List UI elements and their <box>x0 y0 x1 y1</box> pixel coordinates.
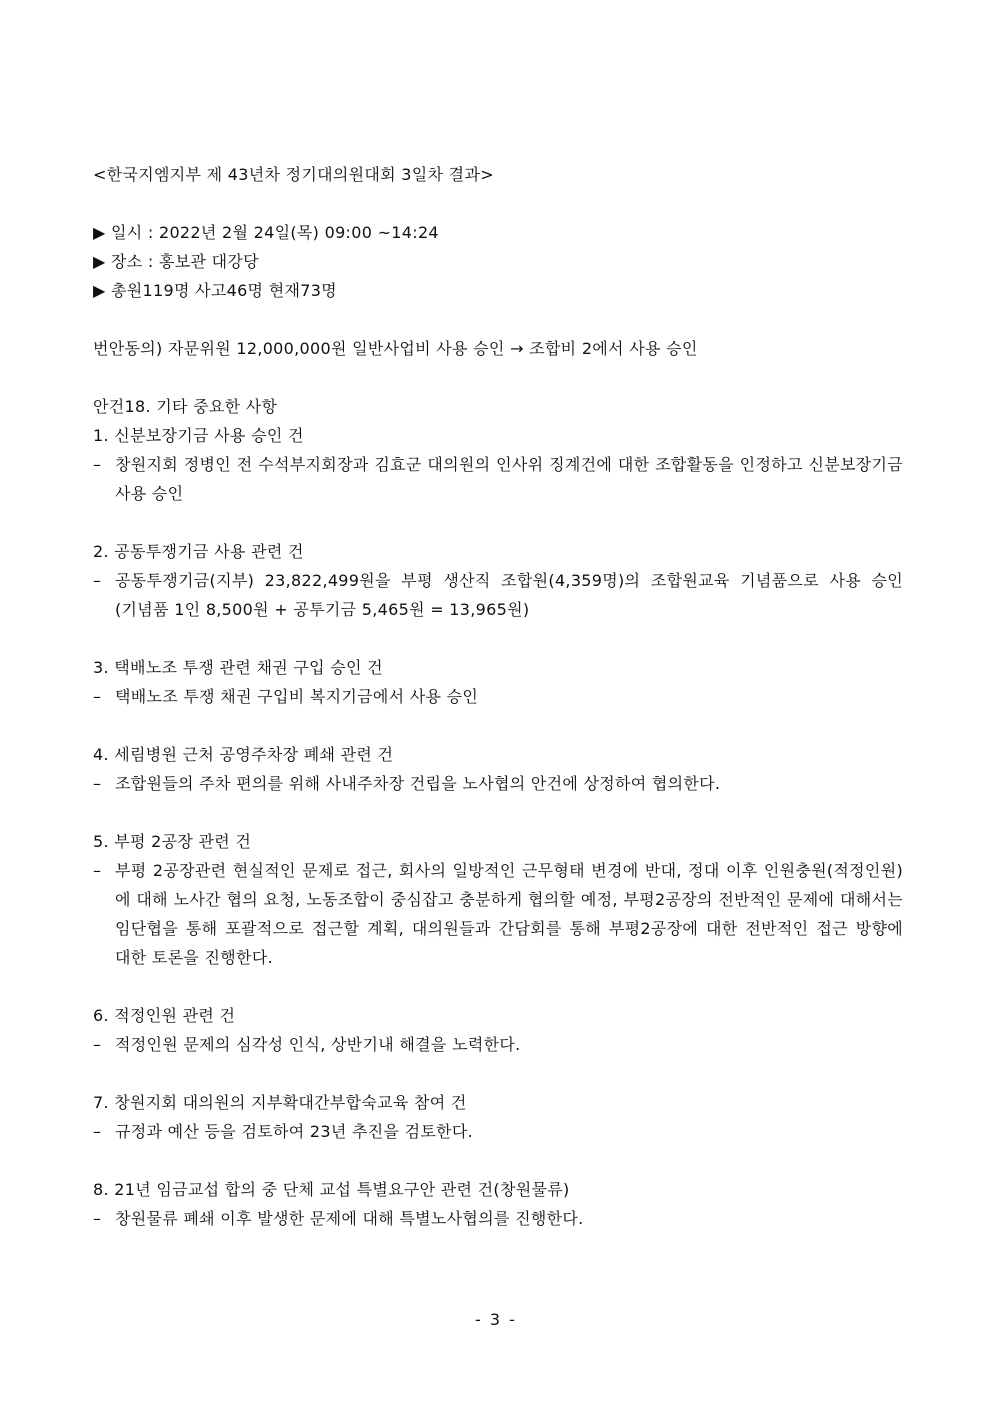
agenda-item-heading: 2. 공동투쟁기금 사용 관련 건 <box>93 542 304 561</box>
agenda-item-heading: 3. 택배노조 투쟁 관련 채권 구입 승인 건 <box>93 658 383 677</box>
agenda-item <box>93 827 903 972</box>
agenda-item <box>93 421 903 508</box>
info-attendance: ▶ 총원119명 사고46명 현재73명 <box>93 281 337 300</box>
agenda-item-body: 규정과 예산 등을 검토하여 23년 추진을 검토한다. <box>115 1122 474 1141</box>
dash-marker: – <box>93 571 102 590</box>
dash-marker: – <box>93 687 102 706</box>
agenda-item <box>93 653 903 711</box>
agenda-item <box>93 1001 903 1059</box>
agenda-item-body: 조합원들의 주차 편의를 위해 사내주차장 건립을 노사협의 안건에 상정하여 협의한다. <box>115 774 721 793</box>
agenda-item-heading: 4. 세림병원 근처 공영주차장 폐쇄 관련 건 <box>93 745 394 764</box>
agenda-item-body: 창원물류 폐쇄 이후 발생한 문제에 대해 특별노사협의를 진행한다. <box>115 1209 584 1228</box>
dash-marker: – <box>93 861 102 880</box>
dash-marker: – <box>93 774 102 793</box>
agenda-item-heading: 1. 신분보장기금 사용 승인 건 <box>93 426 304 445</box>
agenda-title: 안건18. 기타 중요한 사항 <box>93 397 278 416</box>
agenda-item-body: 부평 2공장관련 현실적인 문제로 접근, 회사의 일방적인 근무형태 변경에 반대, 정대 이후 인원충원(적정인원)에 대해 노사간 협의 요청, 노동조합이 중심잡고 충분하게 협의할 예정, 부평2공장의 전반적인 문제에 대해서는 임단협을 통해 포괄적으로 접근할 계획, 대의원들과 간담회를 통해 부평2공장에 대한 전반적인 접근 방향에 대한 토론을 진행한다. <box>115 861 903 967</box>
agenda-item-body: 창원지회 정병인 전 수석부지회장과 김효군 대의원의 인사위 징계건에 대한 조합활동을 인정하고 신분보장기금 사용 승인 <box>115 455 903 503</box>
agenda-item-body: 적정인원 문제의 심각성 인식, 상반기내 해결을 노력한다. <box>115 1035 521 1054</box>
info-place: ▶ 장소 : 홍보관 대강당 <box>93 252 259 271</box>
agenda-item <box>93 740 903 798</box>
agenda-item-heading: 6. 적정인원 관련 건 <box>93 1006 236 1025</box>
info-date: ▶ 일시 : 2022년 2월 24일(목) 09:00 ~14:24 <box>93 223 439 242</box>
agenda-item-body: 공동투쟁기금(지부) 23,822,499원을 부평 생산직 조합원(4,359명)의 조합원교육 기념품으로 사용 승인(기념품 1인 8,500원 + 공투기금 5,465원 = 13,965원) <box>115 571 903 619</box>
document-title: <한국지엠지부 제 43년차 정기대의원대회 3일차 결과> <box>93 165 494 184</box>
dash-marker: – <box>93 1122 102 1141</box>
agenda-item-body: 택배노조 투쟁 채권 구입비 복지기금에서 사용 승인 <box>115 687 479 706</box>
document-body <box>93 160 903 1233</box>
agenda-item-heading: 7. 창원지회 대의원의 지부확대간부합숙교육 참여 건 <box>93 1093 467 1112</box>
agenda-item-heading: 5. 부평 2공장 관련 건 <box>93 832 252 851</box>
agenda-item <box>93 1175 903 1233</box>
agenda-item <box>93 1088 903 1146</box>
dash-marker: – <box>93 455 102 474</box>
dash-marker: – <box>93 1035 102 1054</box>
motion-text: 번안동의) 자문위원 12,000,000원 일반사업비 사용 승인 → 조합비 2에서 사용 승인 <box>93 339 698 358</box>
agenda-item-heading: 8. 21년 임금교섭 합의 중 단체 교섭 특별요구안 관련 건(창원물류) <box>93 1180 570 1199</box>
page-number: - 3 - <box>475 1310 517 1329</box>
agenda-item <box>93 537 903 624</box>
dash-marker: – <box>93 1209 102 1228</box>
